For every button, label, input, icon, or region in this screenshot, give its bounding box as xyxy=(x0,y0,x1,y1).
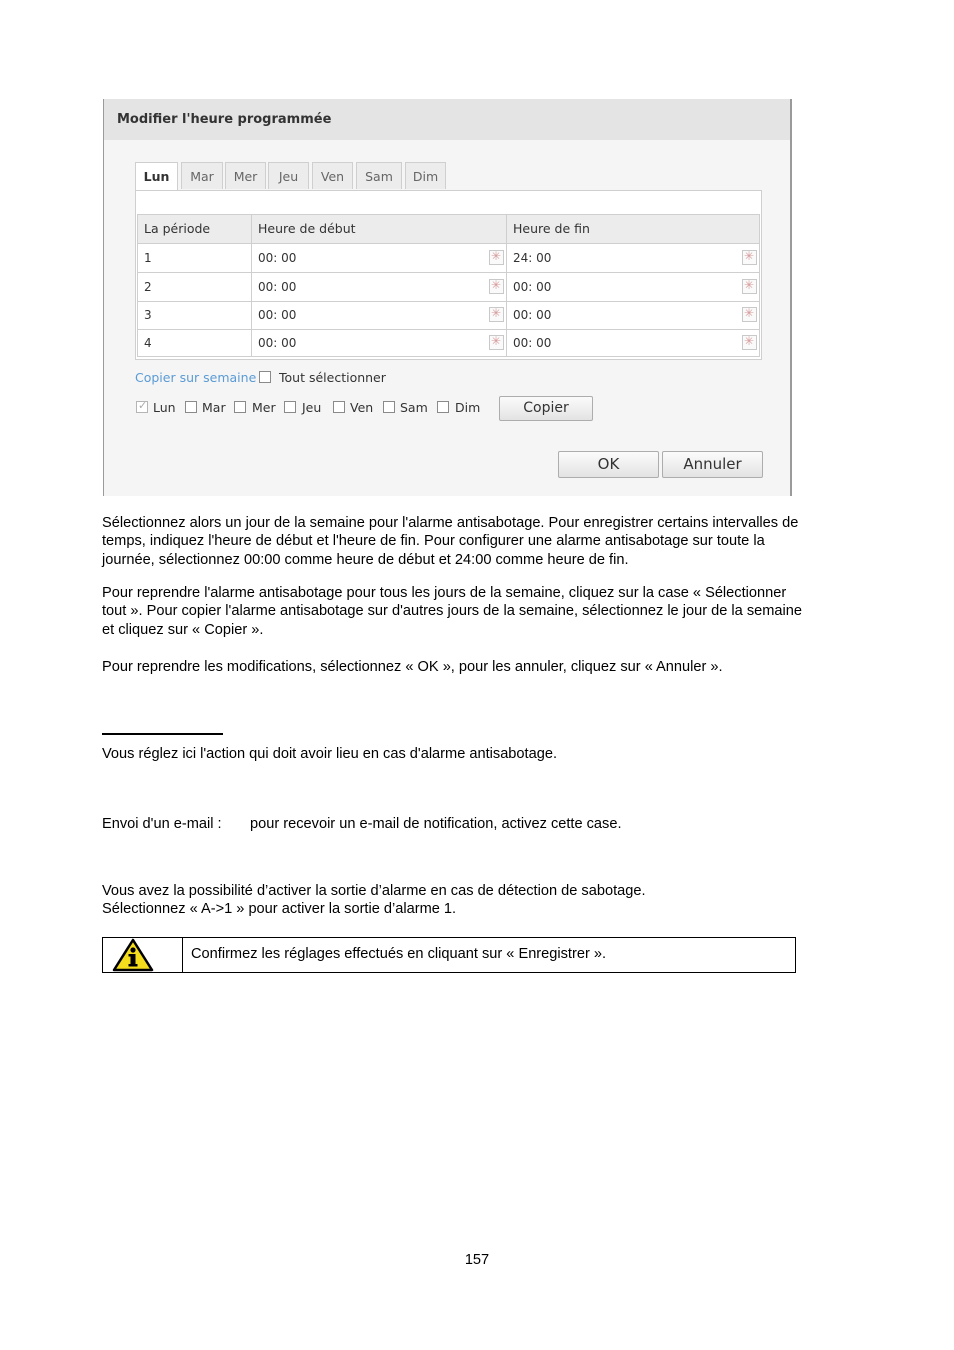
clock-icon[interactable] xyxy=(489,250,504,265)
tab-mar[interactable]: Mar xyxy=(181,162,223,189)
select-all-checkbox[interactable] xyxy=(259,371,271,383)
schedule-panel xyxy=(135,190,762,360)
period-cell: 4 xyxy=(144,336,152,350)
day-label-ven: Ven xyxy=(350,400,374,415)
column-divider xyxy=(251,215,252,356)
copy-week-link[interactable]: Copier sur semaine xyxy=(135,370,257,385)
day-checkbox-ven[interactable] xyxy=(333,401,345,413)
end-time-field[interactable]: 00: 00 xyxy=(513,280,552,294)
day-checkbox-jeu[interactable] xyxy=(284,401,296,413)
end-time-field[interactable]: 24: 00 xyxy=(513,251,552,265)
day-checkbox-mer[interactable] xyxy=(234,401,246,413)
ok-button[interactable]: OK xyxy=(558,451,659,478)
info-note xyxy=(102,937,796,973)
clock-icon[interactable] xyxy=(489,335,504,350)
day-checkbox-mar[interactable] xyxy=(185,401,197,413)
day-label-dim: Dim xyxy=(455,400,481,415)
tab-mer[interactable]: Mer xyxy=(225,162,266,189)
section-underline xyxy=(102,733,223,735)
day-label-lun: Lun xyxy=(153,400,176,415)
table-row xyxy=(138,244,759,273)
tab-sam[interactable]: Sam xyxy=(356,162,402,189)
table-row xyxy=(138,329,759,358)
email-description: pour recevoir un e-mail de notification, activez cette case. xyxy=(250,816,622,832)
cancel-button[interactable]: Annuler xyxy=(662,451,763,478)
clock-icon[interactable] xyxy=(489,279,504,294)
note-icon-cell xyxy=(103,938,183,972)
tab-dim[interactable]: Dim xyxy=(405,162,446,189)
period-cell: 3 xyxy=(144,308,152,322)
alarm-output-paragraph xyxy=(102,882,882,919)
start-time-field[interactable]: 00: 00 xyxy=(258,280,297,294)
copy-button[interactable]: Copier xyxy=(499,396,593,421)
period-cell: 1 xyxy=(144,251,152,265)
text-line: tout ». Pour copier l'alarme antisabotage sur d'autres jours de la semaine, sélectionnez le jour de la semaine xyxy=(102,603,802,620)
text-line: journée, sélectionnez 00:00 comme heure de début et 24:00 comme heure de fin. xyxy=(102,551,629,568)
clock-icon[interactable] xyxy=(742,250,757,265)
note-text: Confirmez les réglages effectués en cliquant sur « Enregistrer ». xyxy=(191,946,607,962)
action-intro: Vous réglez ici l'action qui doit avoir lieu en cas d'alarme antisabotage. xyxy=(102,746,557,762)
end-time-field[interactable]: 00: 00 xyxy=(513,336,552,350)
text-line: temps, indiquez l'heure de début et l'heure de fin. Pour configurer une alarme antisabotage sur toute la xyxy=(102,533,765,550)
info-warning-icon xyxy=(111,938,155,972)
schedule-table xyxy=(137,214,760,357)
page-number: 157 xyxy=(464,1252,490,1268)
end-time-field[interactable]: 00: 00 xyxy=(513,308,552,322)
column-end: Heure de fin xyxy=(513,221,590,236)
day-checkbox-dim[interactable] xyxy=(437,401,449,413)
clock-icon[interactable] xyxy=(489,307,504,322)
text-line: et cliquez sur « Copier ». xyxy=(102,621,264,638)
tab-jeu[interactable]: Jeu xyxy=(268,162,309,189)
day-checkbox-lun[interactable] xyxy=(136,401,148,413)
column-start: Heure de début xyxy=(258,221,356,236)
start-time-field[interactable]: 00: 00 xyxy=(258,336,297,350)
table-row xyxy=(138,273,759,302)
email-label: Envoi d'un e-mail : xyxy=(102,816,222,832)
clock-icon[interactable] xyxy=(742,279,757,294)
text-line: Sélectionnez alors un jour de la semaine pour l'alarme antisabotage. Pour enregistrer certains intervalles de xyxy=(102,515,799,531)
start-time-field[interactable]: 00: 00 xyxy=(258,308,297,322)
day-label-sam: Sam xyxy=(400,400,428,415)
text-line: Pour reprendre l'alarme antisabotage pour tous les jours de la semaine, cliquez sur la case « Sélectionner xyxy=(102,585,787,601)
table-row xyxy=(138,301,759,330)
tab-lun[interactable]: Lun xyxy=(135,162,178,192)
instructions-paragraph-1 xyxy=(102,514,882,569)
schedule-dialog xyxy=(103,99,792,496)
column-divider xyxy=(506,215,507,356)
text-line: Vous avez la possibilité d’activer la sortie d’alarme en cas de détection de sabotage. xyxy=(102,883,646,899)
tab-ven[interactable]: Ven xyxy=(312,162,353,189)
day-label-jeu: Jeu xyxy=(302,400,322,415)
clock-icon[interactable] xyxy=(742,335,757,350)
dialog-title: Modifier l'heure programmée xyxy=(117,112,332,127)
start-time-field[interactable]: 00: 00 xyxy=(258,251,297,265)
column-period: La période xyxy=(144,221,211,236)
day-label-mer: Mer xyxy=(252,400,276,415)
day-label-mar: Mar xyxy=(202,400,226,415)
select-all-label: Tout sélectionner xyxy=(279,370,386,385)
period-cell: 2 xyxy=(144,280,152,294)
dialog-header xyxy=(104,99,790,140)
instructions-paragraph-2 xyxy=(102,584,882,639)
clock-icon[interactable] xyxy=(742,307,757,322)
text-line: Sélectionnez « A->1 » pour activer la sortie d’alarme 1. xyxy=(102,901,457,918)
day-checkbox-sam[interactable] xyxy=(383,401,395,413)
table-header xyxy=(138,215,759,244)
instructions-paragraph-3: Pour reprendre les modifications, sélectionnez « OK », pour les annuler, cliquez sur « Annuler ». xyxy=(102,659,723,675)
